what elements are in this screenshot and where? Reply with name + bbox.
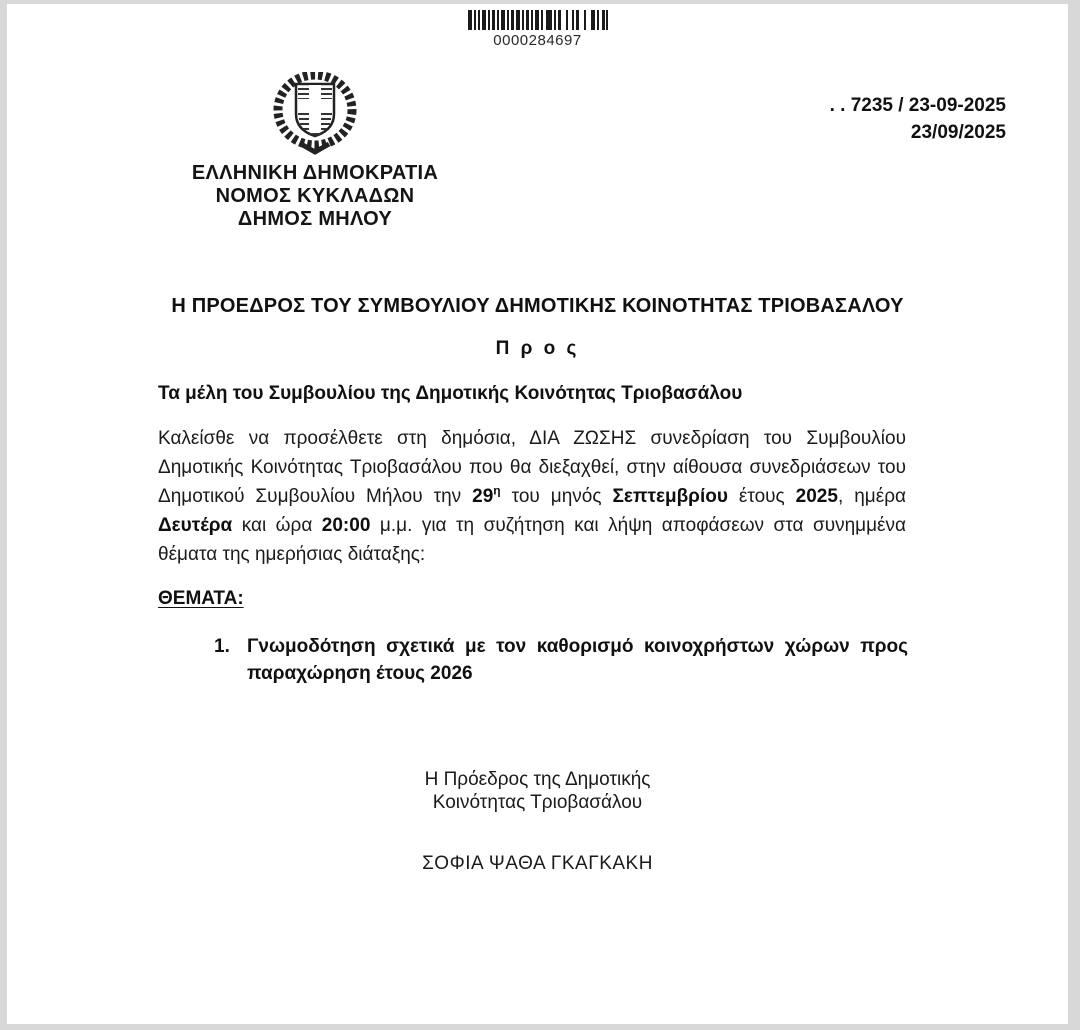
meeting-year: 2025 xyxy=(795,486,838,507)
barcode-number: 0000284697 xyxy=(493,32,582,49)
document-page xyxy=(7,4,1068,1024)
org-line-republic: ΕΛΛΗΝΙΚΗ ΔΗΜΟΚΡΑΤΙΑ xyxy=(191,162,439,184)
body-text: Καλείσθε να προσέλθετε στη δημόσια, ΔΙΑ ΖΩΣΗΣ συνεδρίαση του Συμβουλίου Δημοτικής Κοινότητας Τριοβασάλου που θα διεξαχθεί, στην αίθουσα συνεδριάσεων του Δημοτικού Συμβουλίου Μήλου την xyxy=(158,428,906,507)
salutation: Π ρ ο ς xyxy=(495,338,580,359)
signature-role-line1: Η Πρόεδρος της Δημοτικής xyxy=(424,769,651,790)
document-date: 23/09/2025 xyxy=(910,122,1006,143)
themes-heading: ΘΕΜΑΤΑ: xyxy=(158,588,244,609)
meeting-time: 20:00 xyxy=(321,515,371,536)
meeting-day-number: $29^\eta$ xyxy=(472,483,501,507)
signature-role xyxy=(7,768,1068,814)
greek-coat-of-arms-icon xyxy=(265,72,365,158)
agenda-item-text: Γνωμοδότηση σχετικά με τον καθορισμό κοινοχρήστων χώρων προς παραχώρηση έτους 2026 xyxy=(247,636,908,684)
reference-block xyxy=(830,92,1006,146)
org-line-prefecture: ΝΟΜΟΣ ΚΥΚΛΑΔΩΝ xyxy=(215,185,415,207)
agenda-item-1 xyxy=(214,633,908,687)
document-title: Η ΠΡΟΕΔΡΟΣ ΤΟΥ ΣΥΜΒΟΥΛΙΟΥ ΔΗΜΟΤΙΚΗΣ ΚΟΙΝΟΤΗΤΑΣ ΤΡΙΟΒΑΣΑΛΟΥ xyxy=(171,295,904,317)
recipients-line: Τα μέλη του Συμβουλίου της Δημοτικής Κοινότητας Τριοβασάλου xyxy=(158,383,743,404)
barcode-icon xyxy=(468,10,608,30)
body-paragraph: Καλείσθε να προσέλθετε στη δημόσια, ΔΙΑ ΖΩΣΗΣ συνεδρίαση του Συμβουλίου Δημοτικής Κοινότητας Τριοβασάλου που θα διεξαχθεί, στην αίθουσα συνεδριάσεων του Δημοτικού Συμβουλίου Μήλου την $29^\eta$ του μηνός Σεπτεμβρίου έτους 2025, ημέρα Δευτέρα και ώρα 20:00 μ.μ. για τη συζήτηση και λήψη αποφάσεων στα συνημμένα θέματα της ημερήσιας διάταξης: xyxy=(158,428,906,565)
barcode-block xyxy=(7,10,1068,49)
meeting-weekday: Δευτέρα xyxy=(158,515,233,536)
signature-role-line2: Κοινότητας Τριοβασάλου xyxy=(432,792,643,813)
signature-name: ΣΟΦΙΑ ΨΑΘΑ ΓΚΑΓΚΑΚΗ xyxy=(422,853,653,874)
agenda-item-number: 1. xyxy=(214,636,230,657)
org-header xyxy=(185,72,445,231)
meeting-month: Σεπτεμβρίου xyxy=(612,486,728,507)
org-line-municipality: ΔΗΜΟΣ ΜΗΛΟΥ xyxy=(237,208,393,230)
protocol-number: . . 7235 / 23-09-2025 xyxy=(829,95,1006,116)
